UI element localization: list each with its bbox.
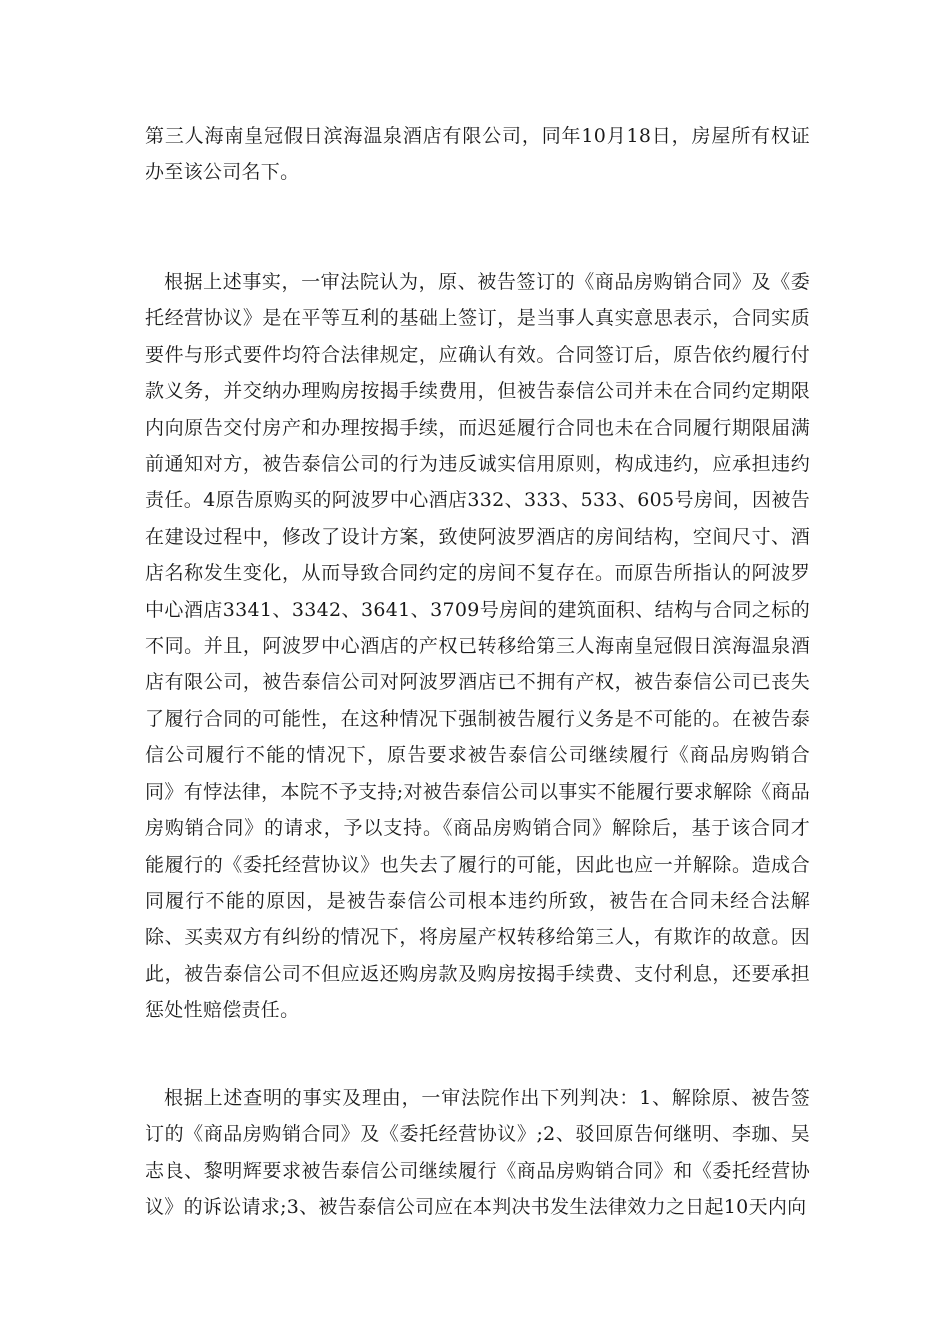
paragraph-continuation: 第三人海南皇冠假日滨海温泉酒店有限公司，同年10月18日，房屋所有权证办至该公司名下。 (145, 125, 810, 184)
paragraph-court-opinion: 根据上述事实，一审法院认为，原、被告签订的《商品房购销合同》及《委托经营协议》是在平等互利的基础上签订，是当事人真实意思表示，合同实质要件与形式要件均符合法律规定，应确认有效。合同签订后，原告依约履行付款义务，并交纳办理购房按揭手续费用，但被告泰信公司并未在合同约定期限内向原告交付房产和办理按揭手续，而迟延履行合同也未在合同履行期限届满前通知对方，被告泰信公司的行为违反诚实信用原则，构成违约，应承担违约责任。4原告原购买的阿波罗中心酒店332、333、533、605号房间，因被告在建设过程中，修改了设计方案，致使阿波罗酒店的房间结构，空间尺寸、酒店名称发生变化，从而导致合同约定的房间不复存在。而原告所指认的阿波罗中心酒店3341、3342、3641、3709号房间的建筑面积、结构与合同之标的不同。并且，阿波罗中心酒店的产权已转移给第三人海南皇冠假日滨海温泉酒店有限公司，被告泰信公司对阿波罗酒店已不拥有产权，被告泰信公司已丧失了履行合同的可能性，在这种情况下强制被告履行义务是不可能的。在被告泰信公司履行不能的情况下，原告要求被告泰信公司继续履行《商品房购销合同》有悖法律，本院不予支持;对被告泰信公司以事实不能履行要求解除《商品房购销合同》的请求，予以支持。《商品房购销合同》解除后，基于该合同才能履行的《委托经营协议》也失去了履行的可能，因此也应一并解除。造成合同履行不能的原因，是被告泰信公司根本违约所致，被告在合同未经合法解除、买卖双方有纠纷的情况下，将房屋产权转移给第三人，有欺诈的故意。因此，被告泰信公司不但应返还购房款及购房按揭手续费、支付利息，还要承担惩处性赔偿责任。 (145, 271, 810, 1022)
paragraph-judgment: 根据上述查明的事实及理由，一审法院作出下列判决：1、解除原、被告签订的《商品房购销合同》及《委托经营协议》;2、驳回原告何继明、李珈、吴志良、黎明辉要求被告泰信公司继续履行《商品房购销合同》和《委托经营协议》的诉讼请求;3、被告泰信公司应在本判决书发生法律效力之日起10天内向 (145, 1087, 810, 1219)
